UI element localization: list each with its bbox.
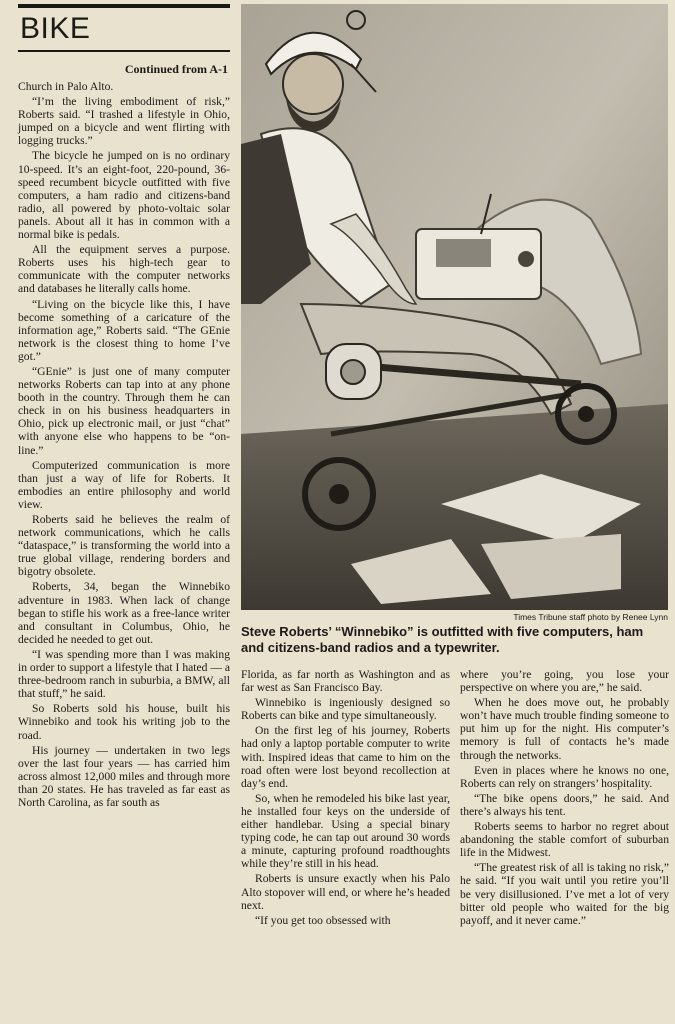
paragraph: “GEnie” is just one of many computer networks Roberts can tap into at any phone booth in the country. Through them he can check in on his business headquarters in Ohio, pick up electronic mail, or just “chat” with anyone else who happens to be “on-line.” <box>18 364 230 457</box>
paragraph: Even in places where he knows no one, Roberts can rely on strangers’ hospitality. <box>460 763 669 790</box>
paragraph: So Roberts sold his house, built his Winnebiko and took his writing job to the road. <box>18 702 230 742</box>
paragraph: “The bike opens doors,” he said. And there’s always his tent. <box>460 791 669 818</box>
paragraph: Roberts is unsure exactly when his Palo Alto stopover will end, or where he’s headed next. <box>241 872 450 912</box>
headline-rule <box>18 50 230 52</box>
middle-column <box>241 668 450 927</box>
paragraph: “Living on the bicycle like this, I have become something of a caricature of the information age,” Roberts said. “The GEnie network is the closest thing to home I’ve got.” <box>18 297 230 363</box>
paragraph: Computerized communication is more than just a way of life for Roberts. It embodies an entire philosophy and world view. <box>18 458 230 511</box>
top-rule <box>18 4 230 8</box>
left-column-text <box>18 80 230 809</box>
paragraph: Winnebiko is ingeniously designed so Roberts can bike and type simultaneously. <box>241 696 450 723</box>
paragraph: All the equipment serves a purpose. Roberts uses his high-tech gear to communicate with the computer networks and databases he literally calls home. <box>18 243 230 296</box>
continued-line: Continued from A-1 <box>124 62 228 76</box>
paragraph: On the first leg of his journey, Roberts had only a laptop portable computer to write with. Inspired ideas that came to him on the road often were lost beyond recollection at day’s end. <box>241 724 450 790</box>
news-photo <box>241 4 668 610</box>
paragraph: His journey — undertaken in two legs over the last four years — has carried him across almost 12,000 miles and through more than 20 states. He has traveled as far east as North Carolina, as far south as <box>18 743 230 809</box>
paragraph: where you’re going, you lose your perspective on where you are,” he said. <box>460 668 669 695</box>
paragraph: Roberts seems to harbor no regret about abandoning the stable comfort of suburban life in the Midwest. <box>460 820 669 860</box>
paragraph: “The greatest risk of all is taking no risk,” he said. “If you wait until you retire you’ll be very disillusioned. I’ve met a lot of very bitter old people who waited for the big payoff, and it never came.” <box>460 861 669 927</box>
paragraph: Church in Palo Alto. <box>18 80 114 93</box>
paragraph: “If you get too obsessed with <box>255 913 391 927</box>
paragraph: Roberts said he believes the realm of network communications, which he calls “dataspace,” is transforming the world into a true global village, rendering borders and bigotry obsolete. <box>18 513 230 579</box>
left-column <box>18 4 230 809</box>
paragraph: “I’m the living embodiment of risk,” Roberts said. “I trashed a lifestyle in Ohio, jumped on a bicycle and went flirting with logging trucks.” <box>18 95 230 148</box>
recumbent-bike-photo <box>241 4 668 610</box>
paragraph: The bicycle he jumped on is no ordinary 10-speed. It’s an eight-foot, 220-pound, 36-speed recumbent bicycle outfitted with five computers, a ham radio and citizens-band radio, all powered by photo-voltaic solar panels. About all it has in common with a normal bike is pedals. <box>18 149 230 242</box>
paragraph: Roberts, 34, began the Winnebiko adventure in 1983. When lack of change began to stifle his work as a free-lance writer and consultant in Columbus, Ohio, he decided he needed to get out. <box>18 580 230 646</box>
paragraph: When he does move out, he probably won’t have much trouble finding someone to put him up for the night. His computer’s memory is full of contacts he’s made through the networks. <box>460 696 669 762</box>
photo-credit: Times Tribune staff photo by Renee Lynn <box>513 612 668 622</box>
paragraph: Florida, as far north as Washington and as far west as San Francisco Bay. <box>241 668 450 695</box>
right-column <box>460 668 669 927</box>
paragraph: So, when he remodeled his bike last year, he installed four keys on the underside of either handlebar. Using a special binary typing code, he can tap out around 30 words a minute, capturing profound roadthoughts while they’re still in his head. <box>241 791 450 871</box>
headline: BIKE <box>20 12 91 45</box>
paragraph: “I was spending more than I was making in order to support a lifestyle that I hated — a three-bedroom ranch in suburbia, a BMW, all that stuff,” he said. <box>18 647 230 701</box>
photo-caption: Steve Roberts’ “Winnebiko” is outfitted with five computers, ham and citizens-band radios and a typewriter. <box>241 624 644 655</box>
